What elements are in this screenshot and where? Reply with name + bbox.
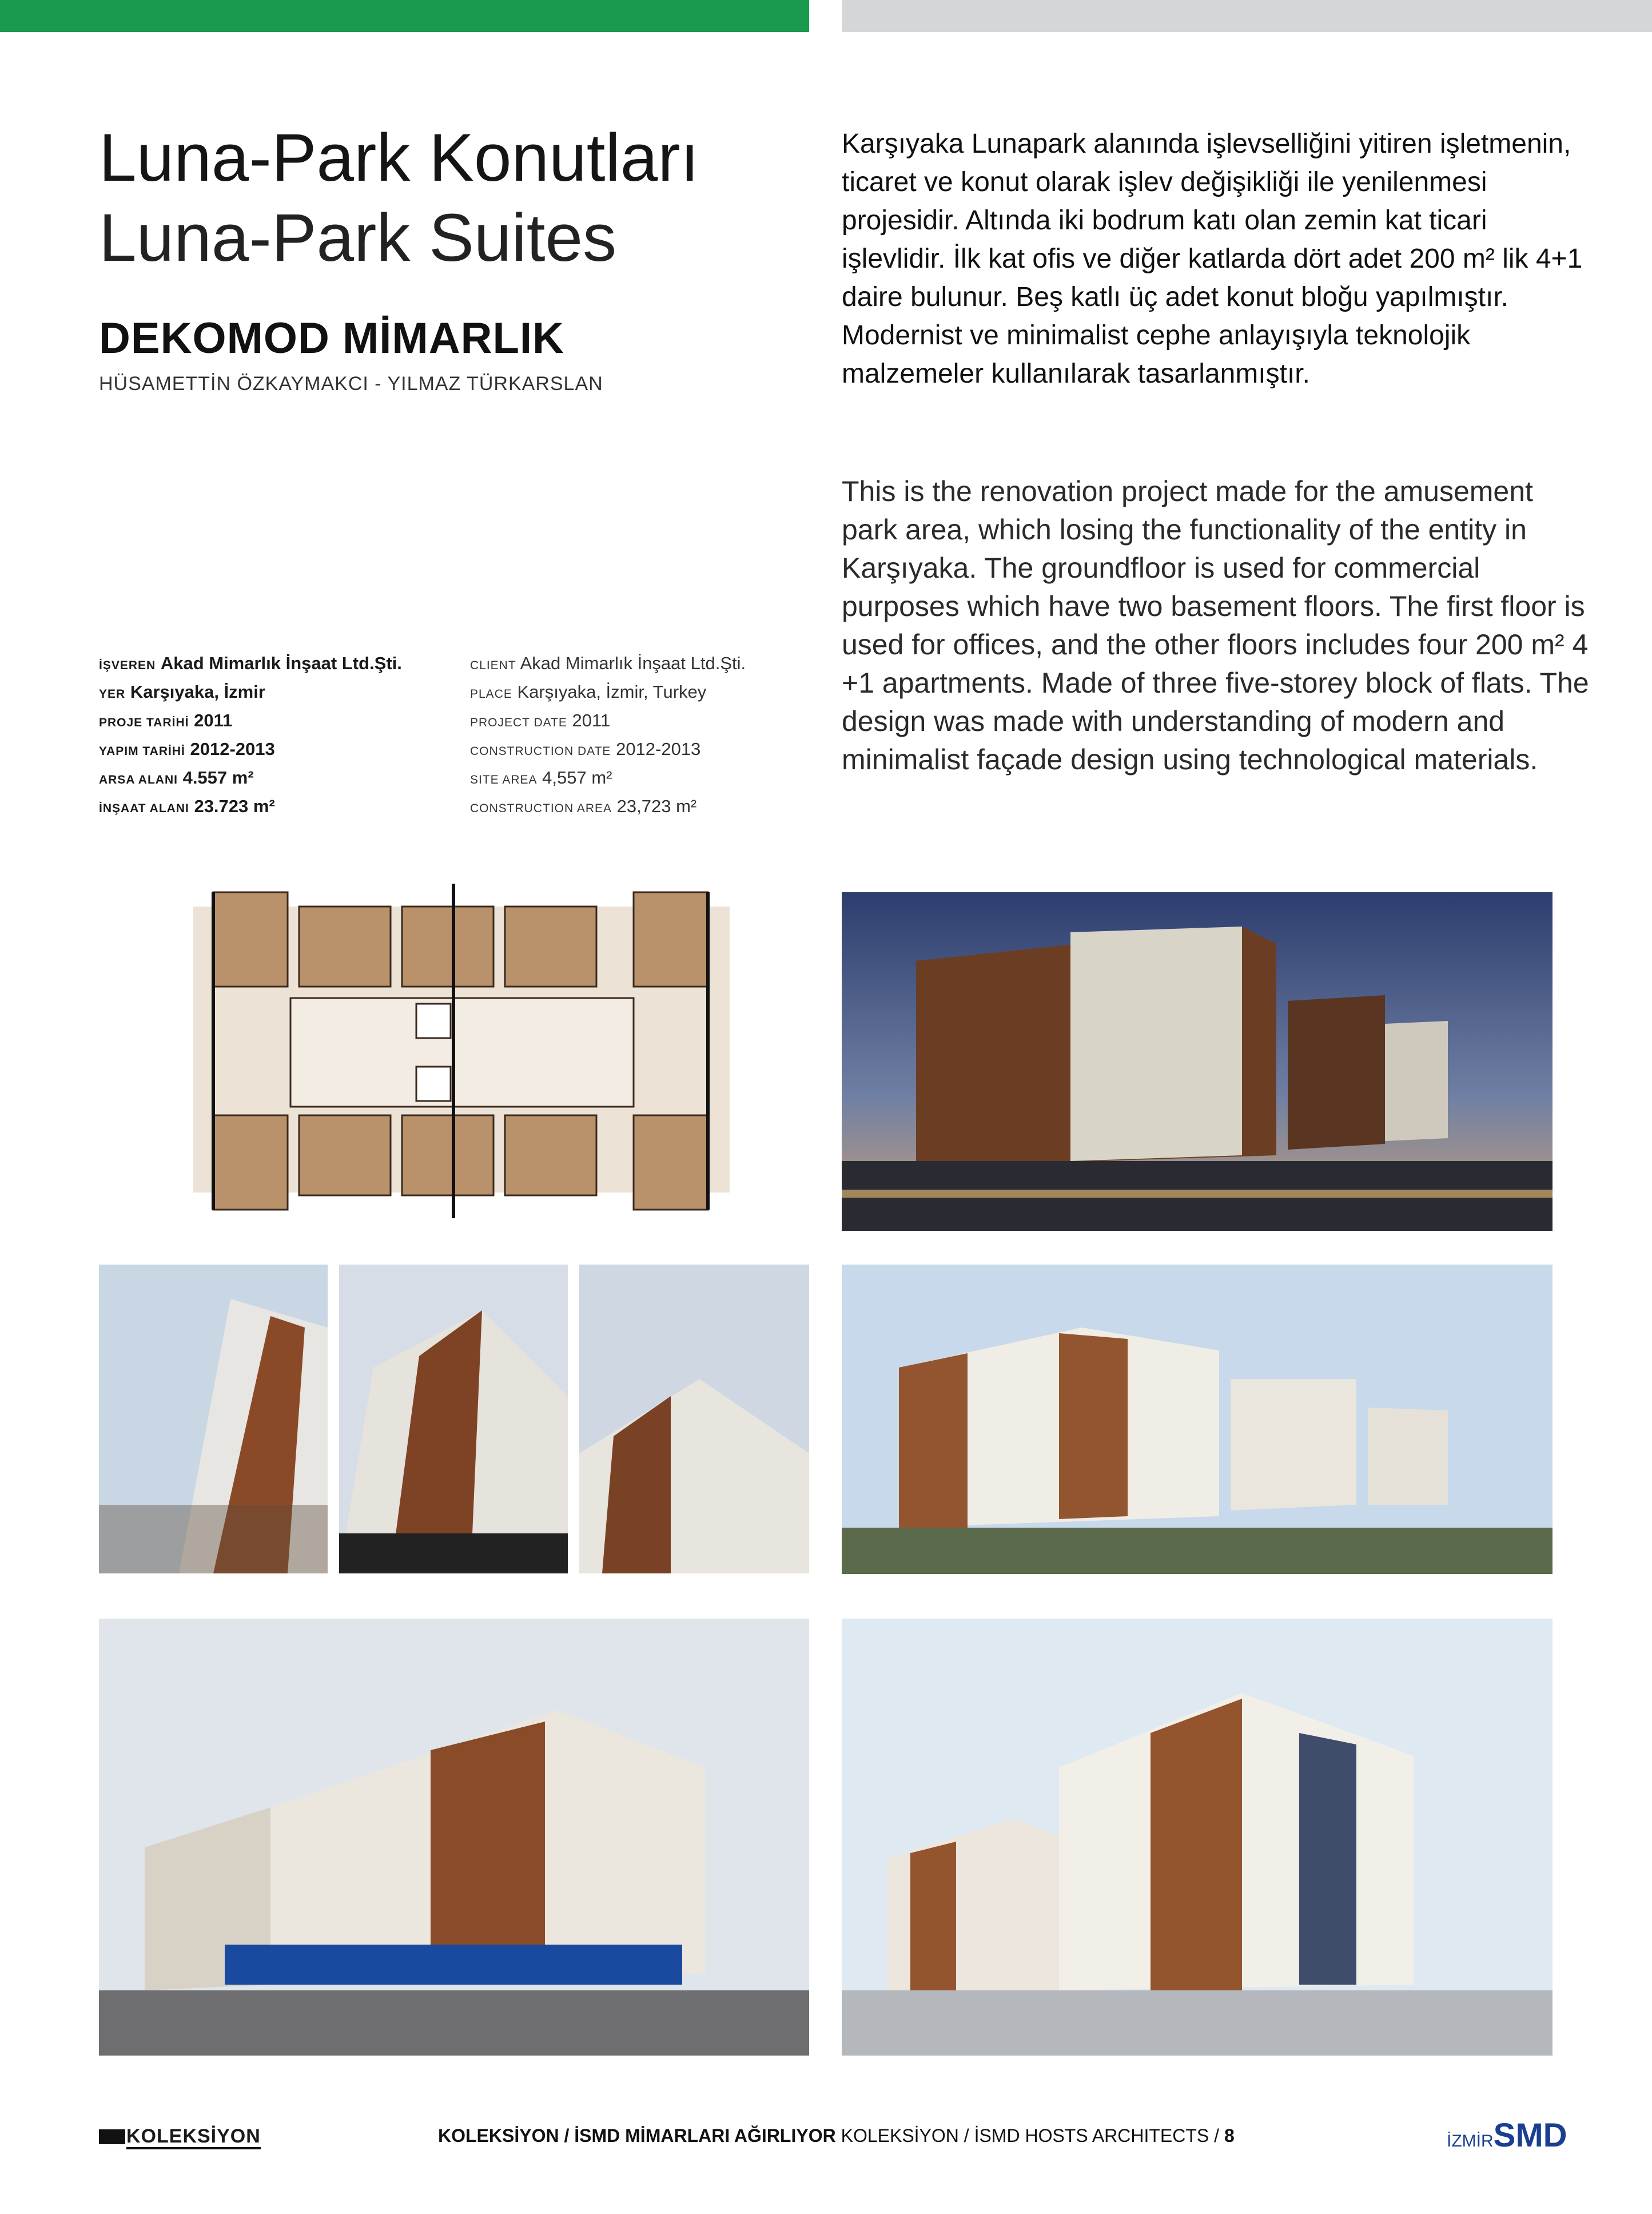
- day-render-image: [842, 1265, 1553, 1574]
- firm-name: DEKOMOD MİMARLIK: [99, 314, 564, 363]
- izmir-smd-logo: İZMİRSMD: [1447, 2117, 1567, 2154]
- page-number: 8: [1224, 2125, 1235, 2146]
- daylight-render-image: [842, 1619, 1553, 2056]
- project-info-tr: [99, 649, 402, 821]
- footer-caption: KOLEKSİYON / İSMD MİMARLARI AĞIRLIYOR KOLEKSİYON / İSMD HOSTS ARCHITECTS / 8: [438, 2125, 1235, 2146]
- info-row: ARSA ALANI 4.557 m²: [99, 768, 254, 788]
- info-row: YAPIM TARİHİ 2012-2013: [99, 739, 275, 759]
- top-green-bar: [0, 0, 809, 32]
- info-row: YER Karşıyaka, İzmir: [99, 682, 265, 702]
- info-row: SITE AREA 4,557 m²: [470, 768, 612, 788]
- night-render-image: [842, 892, 1553, 1231]
- info-row: CONSTRUCTION AREA 23,723 m²: [470, 796, 697, 816]
- top-grey-bar: [842, 0, 1652, 32]
- info-row: CONSTRUCTION DATE 2012-2013: [470, 739, 701, 759]
- project-title-en: Luna-Park Suites: [99, 200, 617, 276]
- info-row: PROJECT DATE 2011: [470, 710, 611, 730]
- koleksiyon-logo: KOLEKSİYON: [99, 2125, 261, 2146]
- floor-plan-image: [188, 884, 735, 1218]
- project-info-en: [470, 649, 746, 821]
- description-tr: Karşıyaka Lunapark alanında işlevselliğini yitiren işletmenin, ticaret ve konut olarak işlev değişikliği ile yenilenmesi projesidir. Altında iki bodrum katı olan zemin kat ticari işlevlidir. İlk kat ofis ve diğer katlarda dört adet 200 m² lik 4+1 daire bulunur. Beş katlı üç adet konut bloğu yapılmıştır. Modernist ve minimalist cephe anlayışıyla teknolojik malzemeler kullanılarak tasarlanmıştır.: [842, 129, 1583, 389]
- info-row: İNŞAAT ALANI 23.723 m²: [99, 796, 275, 816]
- description-en: This is the renovation project made for the amusement park area, which losing the functionality of the entity in Karşıyaka. The groundfloor is used for commercial purposes which have two basement floors. The first floor is used for offices, and the other floors includes four 200 m² 4 +1 apartments. Made of three five-storey block of flats. The design was made with understanding of modern and minimalist façade design using technological materials.: [842, 475, 1589, 776]
- info-row: PROJE TARİHİ 2011: [99, 710, 233, 730]
- photo-small-2: [339, 1265, 568, 1573]
- info-row: PLACE Karşıyaka, İzmir, Turkey: [470, 682, 707, 702]
- architect-names: HÜSAMETTİN ÖZKAYMAKCI - YILMAZ TÜRKARSLAN: [99, 373, 603, 395]
- photo-small-3: [579, 1265, 809, 1573]
- street-photo-image: [99, 1619, 809, 2056]
- info-row: İŞVEREN Akad Mimarlık İnşaat Ltd.Şti.: [99, 653, 402, 673]
- photo-small-1: [99, 1265, 328, 1573]
- info-row: CLIENT Akad Mimarlık İnşaat Ltd.Şti.: [470, 653, 746, 673]
- project-title-tr: Luna-Park Konutları: [99, 120, 699, 196]
